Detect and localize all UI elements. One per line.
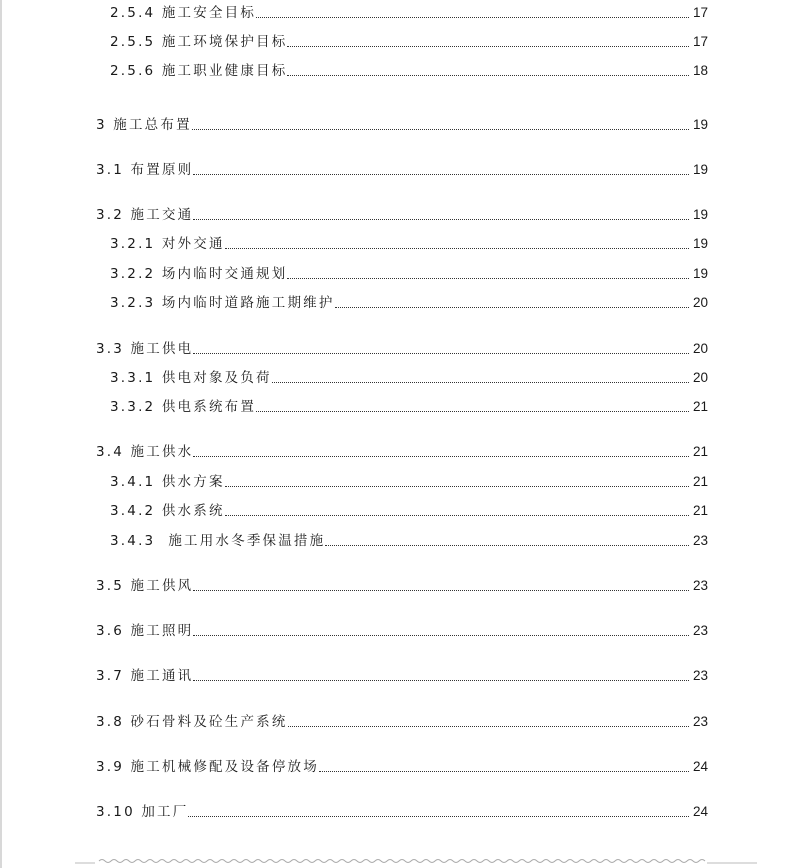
toc-entry-page: 19	[692, 117, 708, 132]
toc-entry-page: 17	[692, 5, 708, 20]
toc-entry[interactable]	[96, 622, 708, 640]
toc-entry-page: 24	[692, 759, 708, 774]
toc-entry-title: 3.8 砂石骨料及砼生产系统	[96, 714, 288, 730]
toc-entry-page: 20	[692, 341, 708, 356]
toc-entry[interactable]	[110, 473, 708, 491]
toc-entry[interactable]	[110, 502, 708, 520]
toc-entry[interactable]	[96, 340, 708, 358]
toc-entry-title: 3.5 施工供风	[96, 578, 194, 594]
toc-entry-title: 3.4.1 供水方案	[110, 474, 225, 490]
toc-entry[interactable]	[96, 713, 708, 731]
toc-leader-dots	[272, 382, 689, 383]
toc-leader-dots	[193, 219, 689, 220]
toc-entry-title: 3.3.1 供电对象及负荷	[110, 370, 272, 386]
toc-entry[interactable]	[110, 398, 708, 416]
toc-entry-page: 19	[692, 236, 708, 251]
toc-leader-dots	[325, 545, 689, 546]
toc-leader-dots	[192, 129, 689, 130]
toc-entry-page: 21	[692, 503, 708, 518]
toc-entry[interactable]	[110, 33, 708, 51]
toc-entry[interactable]	[110, 4, 708, 22]
page-left-edge	[0, 0, 2, 868]
toc-entry-page: 19	[692, 266, 708, 281]
toc-entry-title: 3.3 施工供电	[96, 341, 194, 357]
toc-entry-title: 2.5.5 施工环境保护目标	[110, 34, 288, 50]
toc-entry-page: 23	[692, 578, 708, 593]
toc-entry-title: 3.3.2 供电系统布置	[110, 399, 257, 415]
toc-leader-dots	[256, 411, 689, 412]
toc-leader-dots	[193, 174, 689, 175]
toc-leader-dots	[335, 307, 689, 308]
toc-entry[interactable]	[96, 758, 708, 776]
toc-leader-dots	[319, 771, 689, 772]
toc-entry-title: 3.1 布置原则	[96, 162, 194, 178]
toc-entry-title: 3.4.2 供水系统	[110, 503, 225, 519]
toc-entry[interactable]	[96, 577, 708, 595]
toc-leader-dots	[288, 726, 689, 727]
toc-entry[interactable]	[96, 667, 708, 685]
toc-entry[interactable]	[110, 265, 708, 283]
toc-entry-title: 3.2.2 场内临时交通规划	[110, 266, 288, 282]
toc-entry-page: 23	[692, 714, 708, 729]
toc-entry-title: 3.2.1 对外交通	[110, 236, 225, 252]
toc-entry-page: 21	[692, 399, 708, 414]
toc-entry[interactable]	[110, 369, 708, 387]
toc-entry-title: 3.10 加工厂	[96, 804, 189, 820]
toc-entry[interactable]	[96, 161, 708, 179]
toc-leader-dots	[287, 278, 689, 279]
toc-entry-page: 17	[692, 34, 708, 49]
toc-leader-dots	[225, 248, 689, 249]
toc-entry-page: 18	[692, 63, 708, 78]
toc-entry-page: 19	[692, 207, 708, 222]
toc-entry[interactable]	[110, 62, 708, 80]
toc-entry-title: 3.9 施工机械修配及设备停放场	[96, 759, 319, 775]
page-break-wavy-line	[75, 855, 757, 865]
toc-leader-dots	[193, 590, 689, 591]
toc-entry[interactable]	[110, 235, 708, 253]
toc-entry-page: 20	[692, 370, 708, 385]
toc-entry-title: 3.2.3 场内临时道路施工期维护	[110, 295, 335, 311]
toc-entry-page: 23	[692, 623, 708, 638]
toc-entry-title: 3 施工总布置	[96, 117, 192, 133]
toc-entry[interactable]	[96, 116, 708, 134]
toc-entry-page: 19	[692, 162, 708, 177]
toc-leader-dots	[287, 75, 689, 76]
toc-entry[interactable]	[110, 294, 708, 312]
toc-leader-dots	[193, 353, 689, 354]
toc-entry-page: 23	[692, 533, 708, 548]
toc-leader-dots	[225, 486, 689, 487]
toc-leader-dots	[256, 17, 689, 18]
toc-leader-dots	[287, 46, 689, 47]
toc-entry-page: 20	[692, 295, 708, 310]
toc-entry-page: 21	[692, 444, 708, 459]
toc-entry-title: 3.7 施工通讯	[96, 668, 194, 684]
toc-leader-dots	[193, 456, 689, 457]
toc-entry[interactable]	[96, 206, 708, 224]
toc-leader-dots	[188, 816, 689, 817]
toc-entry[interactable]	[96, 443, 708, 461]
toc-entry-title: 3.2 施工交通	[96, 207, 194, 223]
toc-leader-dots	[193, 635, 689, 636]
toc-entry-page: 21	[692, 474, 708, 489]
toc-entry[interactable]	[96, 803, 708, 821]
toc-leader-dots	[225, 515, 689, 516]
toc-entry-title: 3.4 施工供水	[96, 444, 194, 460]
toc-leader-dots	[193, 680, 689, 681]
toc-entry-page: 23	[692, 668, 708, 683]
toc-entry-title: 3.4.3 施工用水冬季保温措施	[110, 533, 326, 549]
toc-entry[interactable]	[110, 532, 708, 550]
toc-entry-title: 3.6 施工照明	[96, 623, 194, 639]
toc-entry-title: 2.5.6 施工职业健康目标	[110, 63, 288, 79]
toc-entry-title: 2.5.4 施工安全目标	[110, 5, 257, 21]
toc-entry-page: 24	[692, 804, 708, 819]
